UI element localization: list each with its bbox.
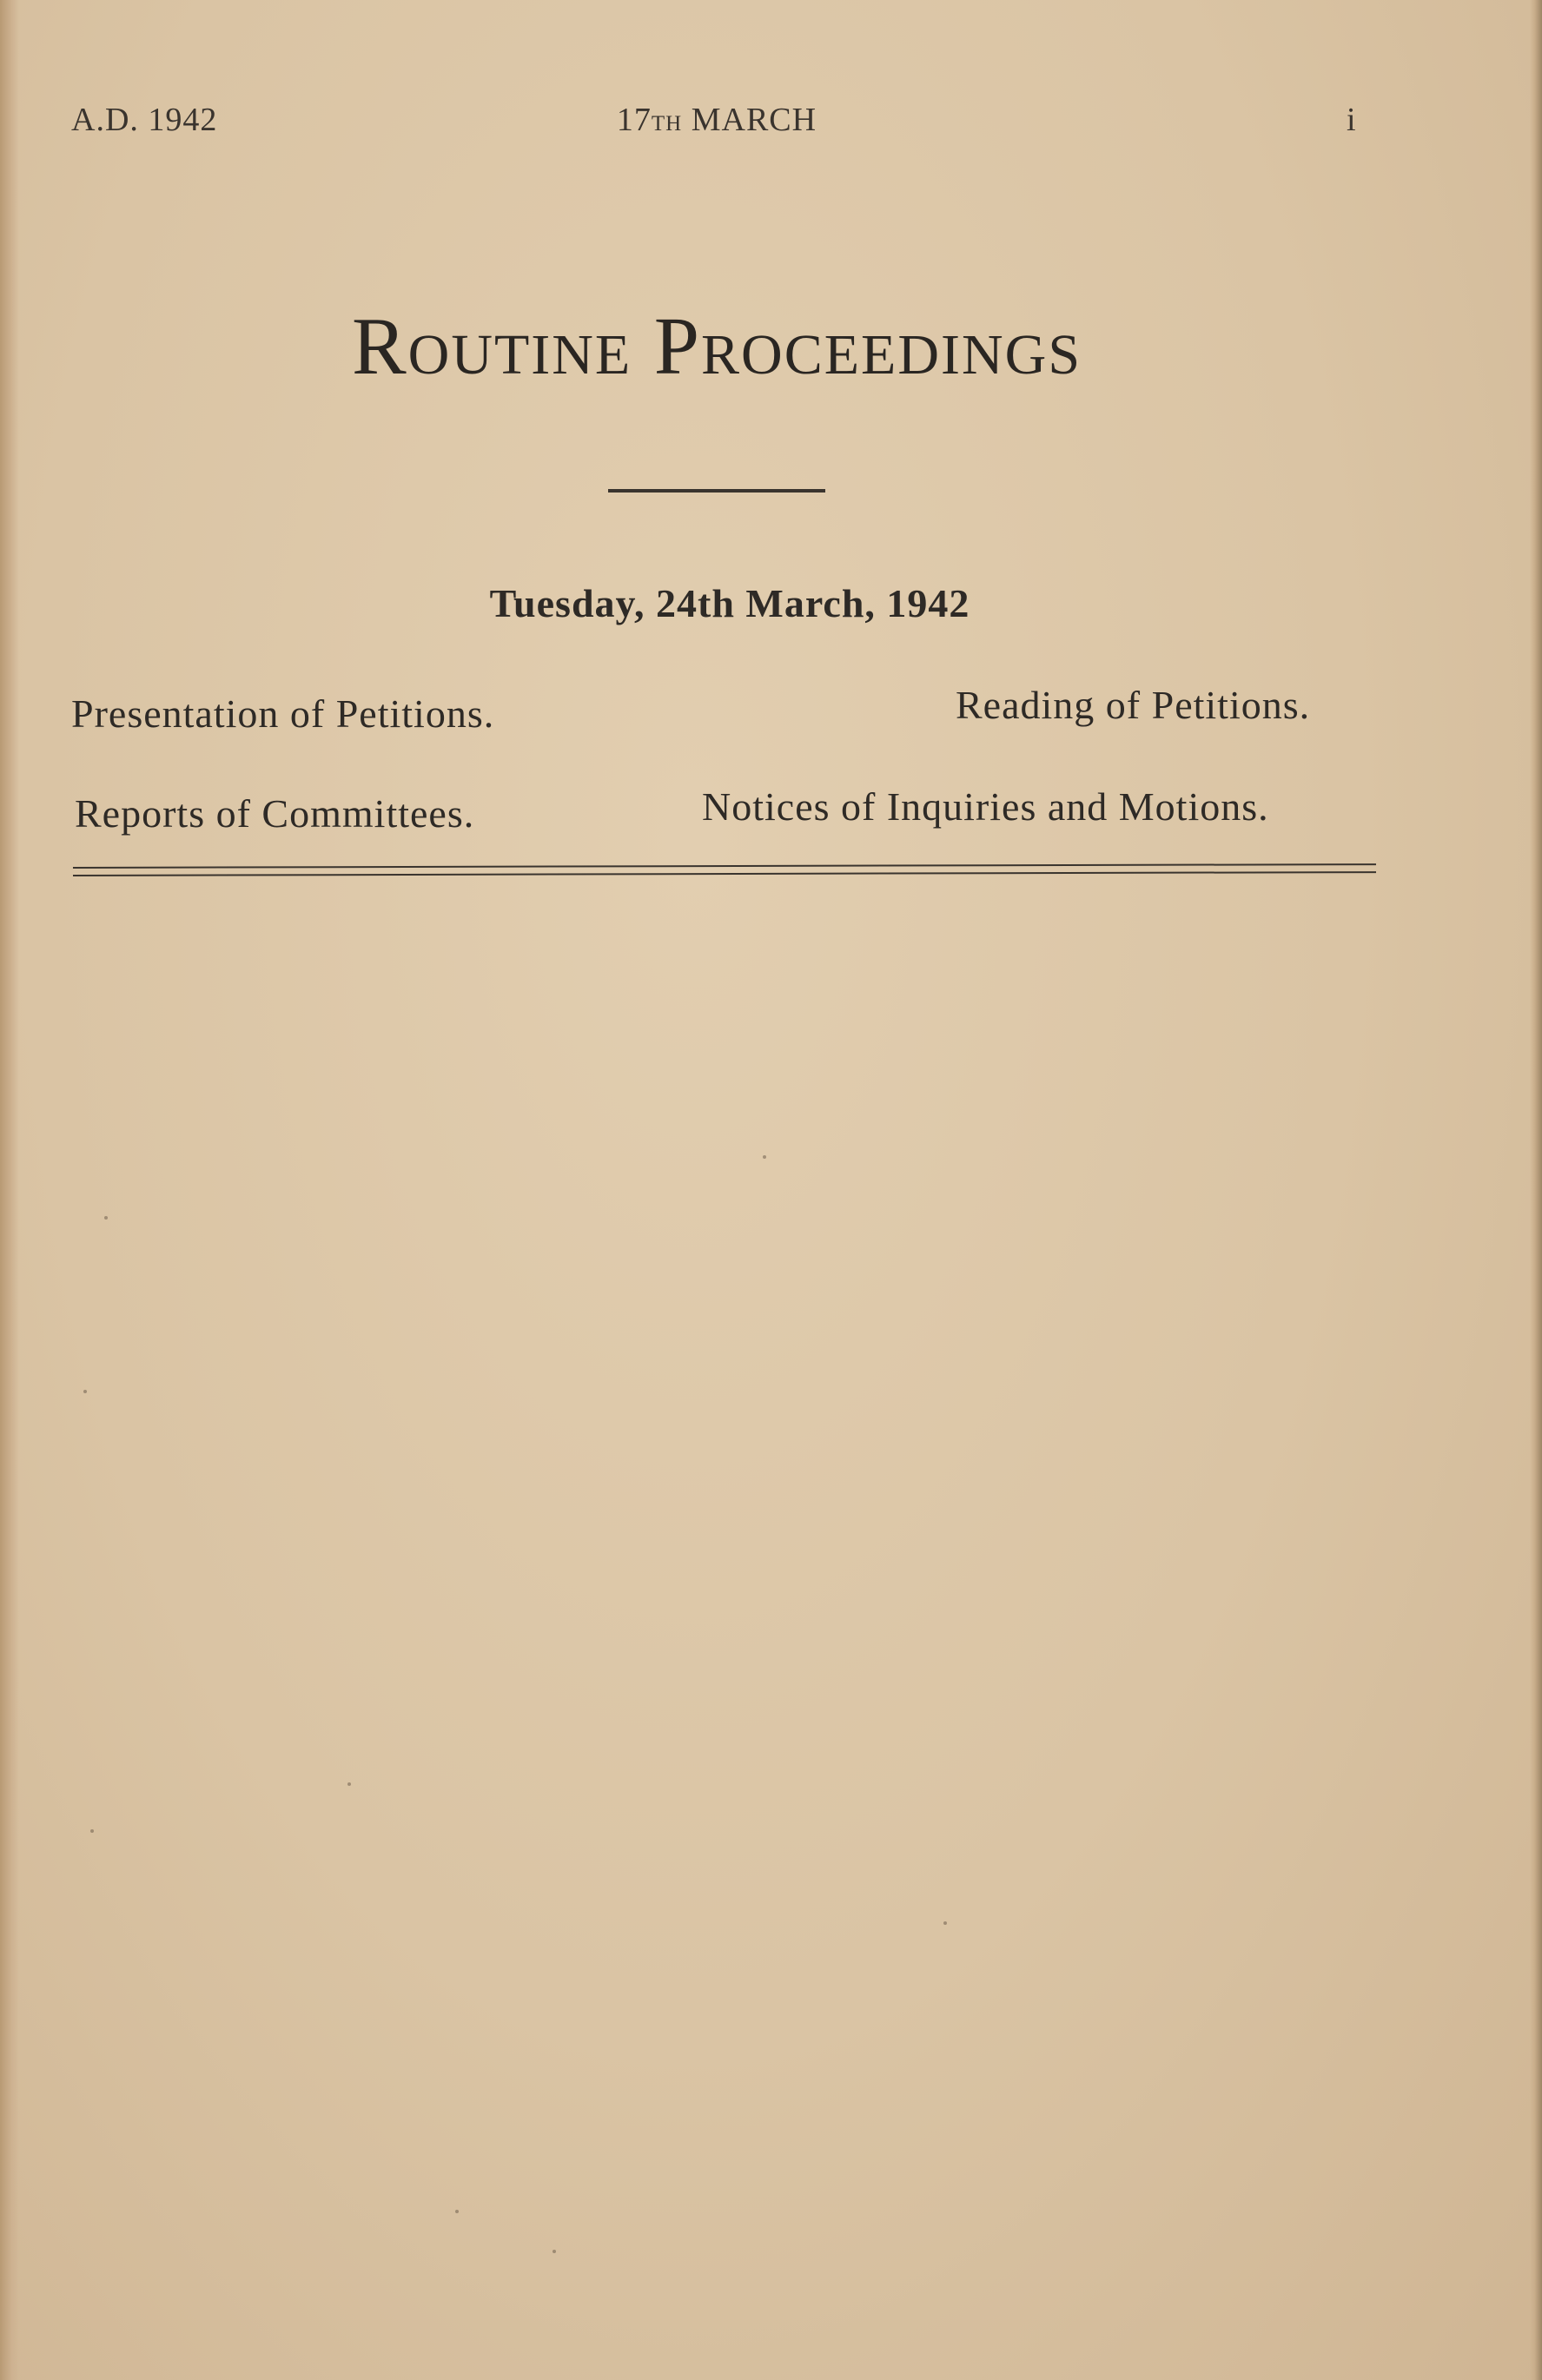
paper-speck: [347, 1782, 351, 1786]
paper-speck: [943, 1921, 947, 1925]
running-head-day-suffix: th: [651, 102, 683, 137]
paper-speck: [83, 1390, 87, 1393]
item-notices-of-inquiries-and-motions: Notices of Inquiries and Motions.: [702, 784, 1269, 829]
page-right-edge: [1530, 0, 1542, 2380]
paper-speck: [104, 1216, 108, 1220]
date-heading: Tuesday, 24th March, 1942: [489, 581, 970, 625]
item-reading-of-petitions: Reading of Petitions.: [956, 683, 1311, 727]
item-presentation-of-petitions: Presentation of Petitions.: [71, 691, 495, 736]
paper-speck: [90, 1829, 94, 1833]
page-title: Routine Proceedings: [351, 301, 1082, 392]
paper-speck: [763, 1155, 766, 1159]
page-number: i: [1347, 102, 1357, 138]
title-rule: [608, 489, 825, 493]
paper-speck: [455, 2210, 459, 2213]
paper-speck: [553, 2250, 556, 2253]
running-head-year: A.D. 1942: [71, 102, 218, 138]
item-reports-of-committees: Reports of Committees.: [75, 791, 475, 836]
running-head-date: [0, 101, 1433, 139]
running-head-month: MARCH: [691, 102, 817, 138]
double-rule-divider: [73, 863, 1376, 876]
running-head-day: 17: [616, 102, 652, 138]
